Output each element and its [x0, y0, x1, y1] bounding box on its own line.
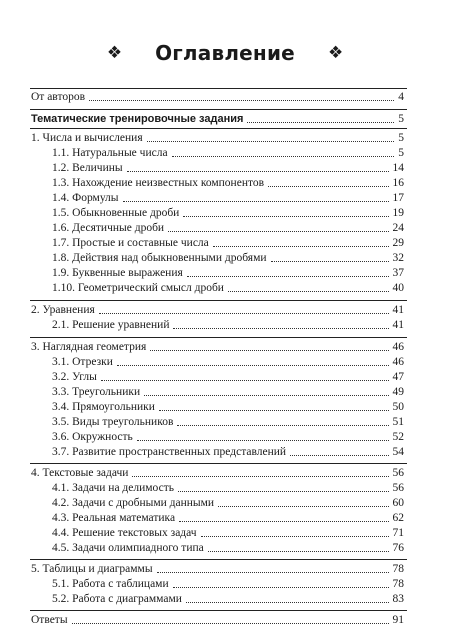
toc-row[interactable]	[31, 560, 404, 576]
leader-dots	[208, 551, 389, 552]
toc-row[interactable]	[52, 398, 404, 414]
toc-page: 40	[392, 282, 404, 294]
toc-page: 5	[398, 147, 404, 159]
leader-dots	[218, 506, 388, 507]
toc-label: 1.7. Простые и составные числа	[52, 237, 209, 249]
leader-dots	[89, 100, 394, 101]
leader-dots	[183, 216, 388, 217]
toc-page: 56	[392, 467, 404, 479]
toc-page: 29	[392, 237, 404, 249]
toc-row[interactable]	[52, 539, 404, 555]
leader-dots	[72, 623, 389, 624]
toc-page: 46	[392, 341, 404, 353]
toc-label: 1.6. Десятичные дроби	[52, 222, 165, 234]
toc-row[interactable]	[52, 383, 404, 399]
leader-dots	[168, 231, 388, 232]
toc-row[interactable]	[52, 189, 404, 205]
toc-row[interactable]	[52, 234, 404, 250]
toc-label: 3.7. Развитие пространственных представлений	[52, 446, 287, 458]
toc-label: 3.1. Отрезки	[52, 356, 113, 368]
toc-page: 83	[392, 593, 404, 605]
leader-dots	[187, 276, 389, 277]
leader-dots	[99, 313, 389, 314]
toc-label: 2.1. Решение уравнений	[52, 319, 170, 331]
toc-page: 54	[392, 446, 404, 458]
toc-label: 4.1. Задачи на делимость	[52, 482, 174, 494]
leader-dots	[271, 261, 389, 262]
toc-label: 3.5. Виды треугольников	[52, 416, 174, 428]
toc-row[interactable]	[52, 494, 404, 510]
toc-row[interactable]	[31, 110, 404, 126]
leader-dots	[268, 186, 388, 187]
toc-page: 49	[392, 386, 404, 398]
toc-label: 4.4. Решение текстовых задач	[52, 527, 197, 539]
toc-label: 1.2. Величины	[52, 162, 123, 174]
toc-row[interactable]	[52, 443, 404, 459]
toc-page: 76	[392, 542, 404, 554]
toc-row[interactable]	[52, 524, 404, 540]
toc-row[interactable]	[52, 479, 404, 495]
leader-dots	[127, 171, 389, 172]
toc-label: 1.1. Натуральные числа	[52, 147, 168, 159]
toc-row[interactable]	[52, 316, 404, 332]
leader-dots	[173, 587, 389, 588]
toc-page: 60	[392, 497, 404, 509]
toc-label: 3. Наглядная геометрия	[31, 341, 147, 353]
toc-label: 1. Числа и вычисления	[31, 132, 143, 144]
toc-label: 3.2. Углы	[52, 371, 97, 383]
toc-label: 2. Уравнения	[31, 304, 95, 316]
toc-row[interactable]	[31, 611, 404, 627]
toc-row[interactable]	[31, 338, 404, 354]
leader-dots	[132, 476, 388, 477]
toc-label: 4.2. Задачи с дробными данными	[52, 497, 215, 509]
toc-page: 47	[392, 371, 404, 383]
toc-row[interactable]	[52, 413, 404, 429]
toc-label: 3.4. Прямоугольники	[52, 401, 155, 413]
toc-page: 51	[392, 416, 404, 428]
toc-row[interactable]	[31, 464, 404, 480]
toc-row[interactable]	[52, 279, 404, 295]
leader-dots	[123, 201, 389, 202]
toc-page: 78	[392, 578, 404, 590]
toc-label: 4.5. Задачи олимпиадного типа	[52, 542, 204, 554]
toc-label: 1.8. Действия над обыкновенными дробями	[52, 252, 267, 264]
toc-label: 5. Таблицы и диаграммы	[31, 563, 153, 575]
leader-dots	[144, 395, 388, 396]
toc-row[interactable]	[52, 575, 404, 591]
toc-row[interactable]	[52, 144, 404, 160]
toc-page: 19	[392, 207, 404, 219]
toc-page: 16	[392, 177, 404, 189]
toc-page: 56	[392, 482, 404, 494]
toc-label: Ответы	[31, 614, 68, 626]
leader-dots	[150, 350, 388, 351]
page-title: Оглавление	[155, 41, 295, 65]
toc-page: 5	[398, 113, 404, 125]
toc-row[interactable]	[52, 509, 404, 525]
toc-page: 50	[392, 401, 404, 413]
leader-dots	[157, 572, 389, 573]
leader-dots	[179, 521, 388, 522]
toc-label: 1.5. Обыкновенные дроби	[52, 207, 180, 219]
toc-label: 1.10. Геометрический смысл дроби	[52, 282, 224, 294]
toc-row[interactable]	[52, 428, 404, 444]
leader-dots	[177, 425, 388, 426]
toc-page: 5	[398, 132, 404, 144]
toc-page: 17	[392, 192, 404, 204]
toc-label: От авторов	[31, 91, 86, 103]
diamond-ornament-icon: ❖	[327, 42, 344, 63]
toc-row[interactable]	[52, 249, 404, 265]
leader-dots	[173, 328, 388, 329]
leader-dots	[172, 156, 395, 157]
toc-page: 41	[392, 304, 404, 316]
diamond-ornament-icon: ❖	[106, 42, 123, 63]
toc-row[interactable]	[31, 301, 404, 317]
toc-page: 91	[392, 614, 404, 626]
toc-row[interactable]	[31, 88, 404, 104]
toc-row[interactable]	[52, 219, 404, 235]
toc-label: 1.9. Буквенные выражения	[52, 267, 183, 279]
page-title-block	[0, 40, 450, 66]
toc-label: 4. Текстовые задачи	[31, 467, 129, 479]
toc-row[interactable]	[52, 353, 404, 369]
toc-page: 71	[392, 527, 404, 539]
leader-dots	[290, 455, 388, 456]
toc-row[interactable]	[52, 159, 404, 175]
toc-page: 14	[392, 162, 404, 174]
toc-page: 52	[392, 431, 404, 443]
toc-page: 62	[392, 512, 404, 524]
toc-page: 4	[398, 91, 404, 103]
toc-label: 5.2. Работа с диаграммами	[52, 593, 182, 605]
leader-dots	[137, 440, 389, 441]
leader-dots	[186, 602, 389, 603]
toc-page: 32	[392, 252, 404, 264]
leader-dots	[178, 491, 389, 492]
leader-dots	[147, 141, 395, 142]
leader-dots	[213, 246, 389, 247]
toc-row[interactable]	[52, 264, 404, 280]
toc-page: 24	[392, 222, 404, 234]
leader-dots	[247, 122, 394, 123]
toc-label: 5.1. Работа с таблицами	[52, 578, 169, 590]
toc-page: 78	[392, 563, 404, 575]
toc-row[interactable]	[31, 129, 404, 145]
toc-row[interactable]	[52, 204, 404, 220]
leader-dots	[201, 536, 389, 537]
toc-page: 37	[392, 267, 404, 279]
toc-label: 1.4. Формулы	[52, 192, 119, 204]
toc-row[interactable]	[52, 368, 404, 384]
leader-dots	[117, 365, 389, 366]
leader-dots	[101, 380, 389, 381]
toc-row[interactable]	[52, 590, 404, 606]
leader-dots	[228, 291, 389, 292]
toc-label: 4.3. Реальная математика	[52, 512, 176, 524]
toc-page: 46	[392, 356, 404, 368]
toc-row[interactable]	[52, 174, 404, 190]
leader-dots	[159, 410, 389, 411]
toc-page: 41	[392, 319, 404, 331]
toc-label: Тематические тренировочные задания	[31, 113, 244, 125]
toc-label: 1.3. Нахождение неизвестных компонентов	[52, 177, 265, 189]
toc-label: 3.3. Треугольники	[52, 386, 141, 398]
toc-label: 3.6. Окружность	[52, 431, 133, 443]
